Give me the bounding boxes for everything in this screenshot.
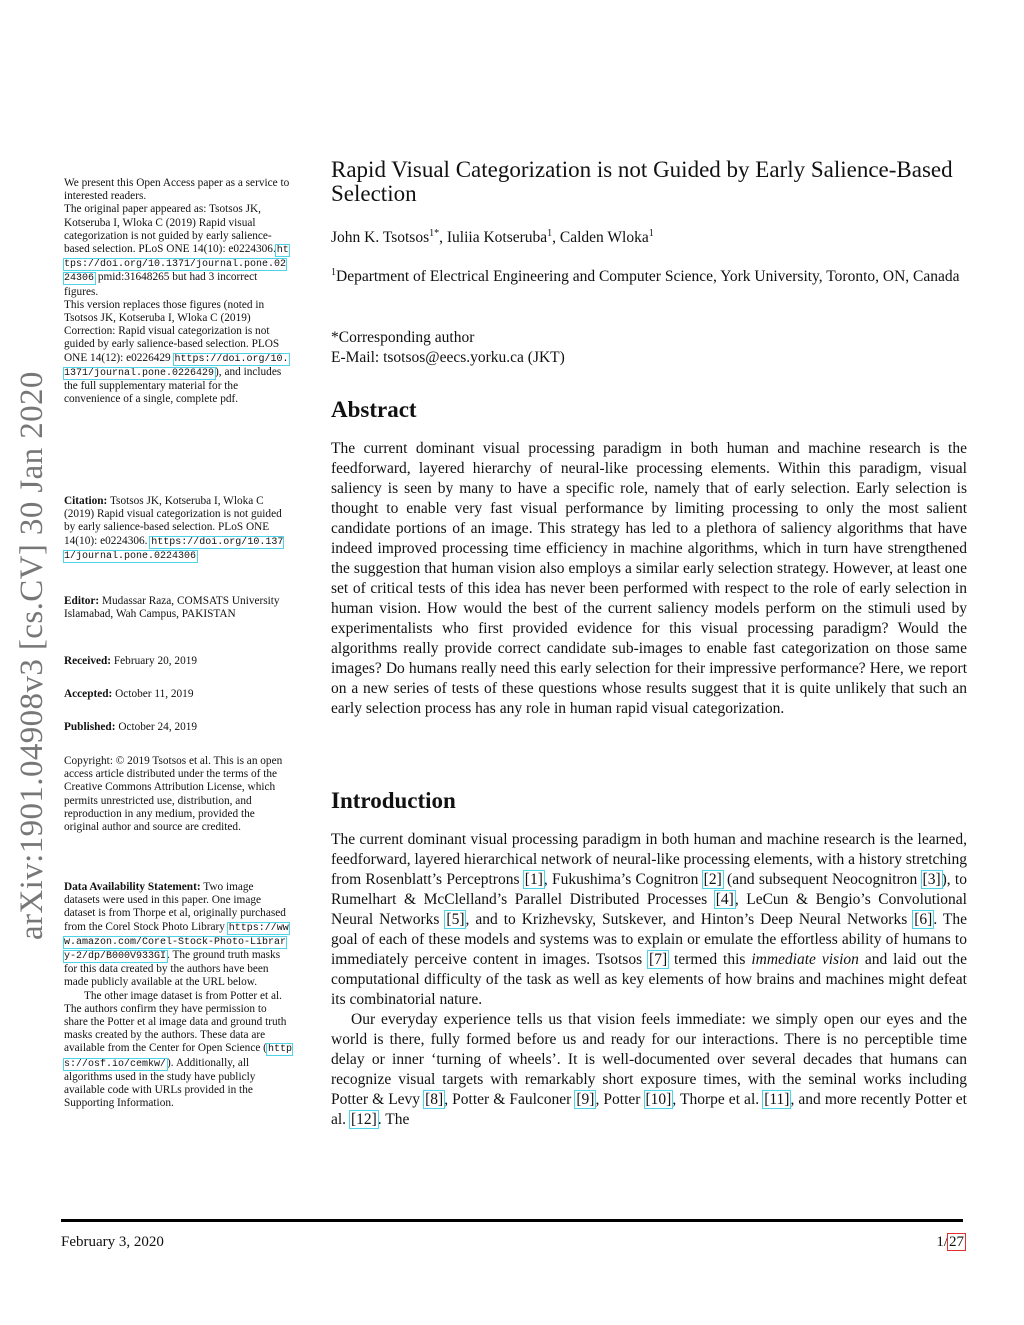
citation-link[interactable]: [6] xyxy=(914,911,933,928)
correction-doi-link[interactable]: https://doi.org/10.1371/journal.pone.0226429 xyxy=(64,353,289,379)
citation-link[interactable]: [7] xyxy=(649,951,668,968)
paper-title: Rapid Visual Categorization is not Guided by Early Salience-Based Selection xyxy=(331,157,953,206)
affiliation xyxy=(331,267,967,287)
citation-doi-link[interactable]: https://doi.org/10.1371/journal.pone.0224306 xyxy=(64,536,284,562)
page-number: 1/27 xyxy=(936,1234,964,1250)
footer-date: February 3, 2020 xyxy=(61,1234,164,1250)
osf-dataset-link[interactable]: https://osf.io/cemkw/ xyxy=(64,1044,292,1070)
citation-link[interactable]: [2] xyxy=(703,871,722,888)
intro-paragraph-1: The current dominant visual processing paradigm in both human and machine research is the learned, feedforward, layered hierarchical network of neural-like processing elements, with a history stretching from Rosenblatt’s Perceptrons [1], Fukushima’s Cognitron [2] (and subsequent Neocognitron [3]), to Rumelhart & McClelland’s Parallel Distributed Processes [4], LeCun & Bengio’s Convolutional Neural Networks [5], and to Krizhevsky, Sutskever, and Hinton’s Deep Neural Networks [6]. The goal of each of these models and systems was to explain or emulate the effortless ability of humans to immediately perceive content in images. Tsotsos [7] termed this immediate vision and laid out the computational difficulty of the task as well as key elements of how brains and machines might defeat its combinatorial nature. xyxy=(331,831,967,1008)
sidebar-intro-note: We present this Open Access paper as a service to interested readers. xyxy=(64,177,290,203)
accepted-date: October 11, 2019 xyxy=(115,688,194,700)
abstract-text: The current dominant visual processing paradigm in both human and machine research is the feedforward, layered hierarchy of neural-like processing elements. Within this paradigm, visual saliency is seen by many to have a specific role, namely that of early selection. Early selection is thought to enable very fast visual performance by limiting processing to only the most salient candidate portions of an image. This strategy has led to a plethora of saliency algorithms that have indeed improved processing time efficiency in machine algorithms, which in turn have strengthened the suggestion that human vision also employs a similar early selection strategy. However, at least one set of critical tests of this idea has never been performed with respect to the role of early selection in human vision. How would the best of the current saliency models perform on the stimuli used by experimentalists who first provided evidence for this visual processing paradigm? Would the algorithms really provide correct candidate sub-images to enable fast categorization on those same images? Do humans really need this early selection for their impressive performance? Here, we report on a new series of tests of these questions whose results suggest that it is quite unlikely that such an early selection process has any role in human rapid visual categorization. xyxy=(331,440,967,717)
sidebar-accepted xyxy=(64,688,292,701)
editor-label: Editor: xyxy=(64,595,100,607)
citation-link[interactable]: [8] xyxy=(425,1091,444,1108)
sidebar-received xyxy=(64,655,292,668)
corresponding-label: *Corresponding author xyxy=(331,329,475,346)
sidebar-published xyxy=(64,721,292,734)
author-affiliation-mark: 1* xyxy=(429,227,440,239)
sidebar-note xyxy=(64,177,292,406)
corresponding-email: E-Mail: tsotsos@eecs.yorku.ca (JKT) xyxy=(331,349,565,366)
data-availability-label: Data Availability Statement: xyxy=(64,881,201,893)
citation-link[interactable]: [12] xyxy=(350,1111,377,1128)
sidebar-replacement-note: This version replaces those figures (noted in Tsotsos JK, Kotseruba I, Wloka C (2019) Correction: Rapid visual categorization is not guided by early salience-based selection. PLOS ONE 14(12): e0226429 https://doi.org/10.1371/journal.pone.0226429), and includes the full supplementary material for the convenience of a single, complete pdf. xyxy=(64,298,289,406)
affiliation-text: Department of Electrical Engineering and Computer Science, York University, Toronto, ON, Canada xyxy=(336,268,960,285)
citation-link[interactable]: [10] xyxy=(645,1091,672,1108)
total-pages-link[interactable]: 27 xyxy=(949,1234,964,1250)
citation-link[interactable]: [11] xyxy=(764,1091,790,1108)
original-doi-link[interactable]: https://doi.org/10.1371/journal.pone.0224306 xyxy=(64,245,289,285)
sidebar-data-availability xyxy=(64,881,292,1110)
sidebar-original-paper: The original paper appeared as: Tsotsos JK, Kotseruba I, Wloka C (2019) Rapid visual categorization is not guided by early salience-based selection. PLoS ONE 14(10): e0224306.https://doi.org/10.1371/journal.pone.0224306 pmid:31648265 but had 3 incorrect figures. xyxy=(64,203,289,298)
published-date: October 24, 2019 xyxy=(118,721,198,733)
author-affiliation-mark: 1 xyxy=(547,227,553,239)
footer-rule xyxy=(61,1219,963,1222)
received-date: February 20, 2019 xyxy=(113,655,198,667)
sidebar-citation xyxy=(64,495,292,563)
introduction-heading: Introduction xyxy=(331,788,456,813)
citation-link[interactable]: [4] xyxy=(715,891,734,908)
author-name: Iuliia Kotseruba xyxy=(446,229,548,246)
citation-text: Tsotsos JK, Kotseruba I, Wloka C (2019) Rapid visual categorization is not guided by early salience-based selection. PLoS ONE 14(10): e0224306. xyxy=(64,495,282,547)
affiliation-mark: 1 xyxy=(331,266,336,278)
emphasis-term: immediate vision xyxy=(751,951,859,968)
corel-dataset-link[interactable]: https://www.amazon.com/Corel-Stock-Photo-Library-2/dp/B000V933GI xyxy=(64,922,289,963)
sidebar-copyright: Copyright: © 2019 Tsotsos et al. This is an open access article distributed under the terms of the Creative Commons Attribution License, which permits unrestricted use, distribution, and reproduction in any medium, provided the original author and source are credited. xyxy=(64,755,283,834)
accepted-label: Accepted: xyxy=(64,688,113,700)
intro-paragraph-2: Our everyday experience tells us that vision feels immediate: we simply open our eyes and the world is there, fully formed before us and ready for our interactions. There is no perceptible time delay or inner ‘turning of wheels’. It is well-documented over several decades that humans can recognize visual targets with remarkably short exposure times, with the seminal works including Potter & Levy [8], Potter & Faulconer [9], Potter [10], Thorpe et al. [11], and more recently Potter et al. [12]. The xyxy=(331,1011,967,1128)
data-availability-para1: Data Availability Statement: Two image datasets were used in this paper. One image dataset is from Thorpe et al, originally purchased from the Corel Stock Photo Library https://www.amazon.com/Corel-Stock-Photo-Library-2/dp/B000V933GI. The ground truth masks for this data created by the authors have been made publicly available at the URL below. xyxy=(64,881,289,989)
citation-link[interactable]: [1] xyxy=(524,871,543,888)
received-label: Received: xyxy=(64,655,112,667)
sidebar-editor xyxy=(64,595,292,621)
data-availability-para2: The other image dataset is from Potter et al. The authors confirm they have permission to share the Potter et al image data and ground truth masks created by the authors. These data are available from the Center for Open Science (https://osf.io/cemkw/). Additionally, all algorithms used in the study have publicly available code with URLs provided in the Supporting Information. xyxy=(64,989,292,1110)
citation-link[interactable]: [5] xyxy=(446,911,465,928)
author-name: Calden Wloka xyxy=(559,229,649,246)
published-label: Published: xyxy=(64,721,116,733)
corresponding-author xyxy=(331,328,967,368)
page-current: 1 xyxy=(936,1234,944,1250)
introduction-text xyxy=(331,830,967,1130)
author-list: John K. Tsotsos$^{1*}$, Iuliia Kotseruba$^1$, Calden Wloka$^1$ xyxy=(331,227,654,246)
author-affiliation-mark: 1 xyxy=(648,227,654,239)
abstract-heading: Abstract xyxy=(331,397,417,422)
citation-link[interactable]: [3] xyxy=(922,871,941,888)
citation-link[interactable]: [9] xyxy=(576,1091,595,1108)
author-name: John K. Tsotsos xyxy=(331,229,430,246)
citation-label: Citation: xyxy=(64,495,108,507)
editor-text: Mudassar Raza, COMSATS University Islamabad, Wah Campus, PAKISTAN xyxy=(64,595,280,621)
arxiv-identifier: arXiv:1901.04908v3 [cs.CV] 30 Jan 2020 xyxy=(14,371,50,940)
